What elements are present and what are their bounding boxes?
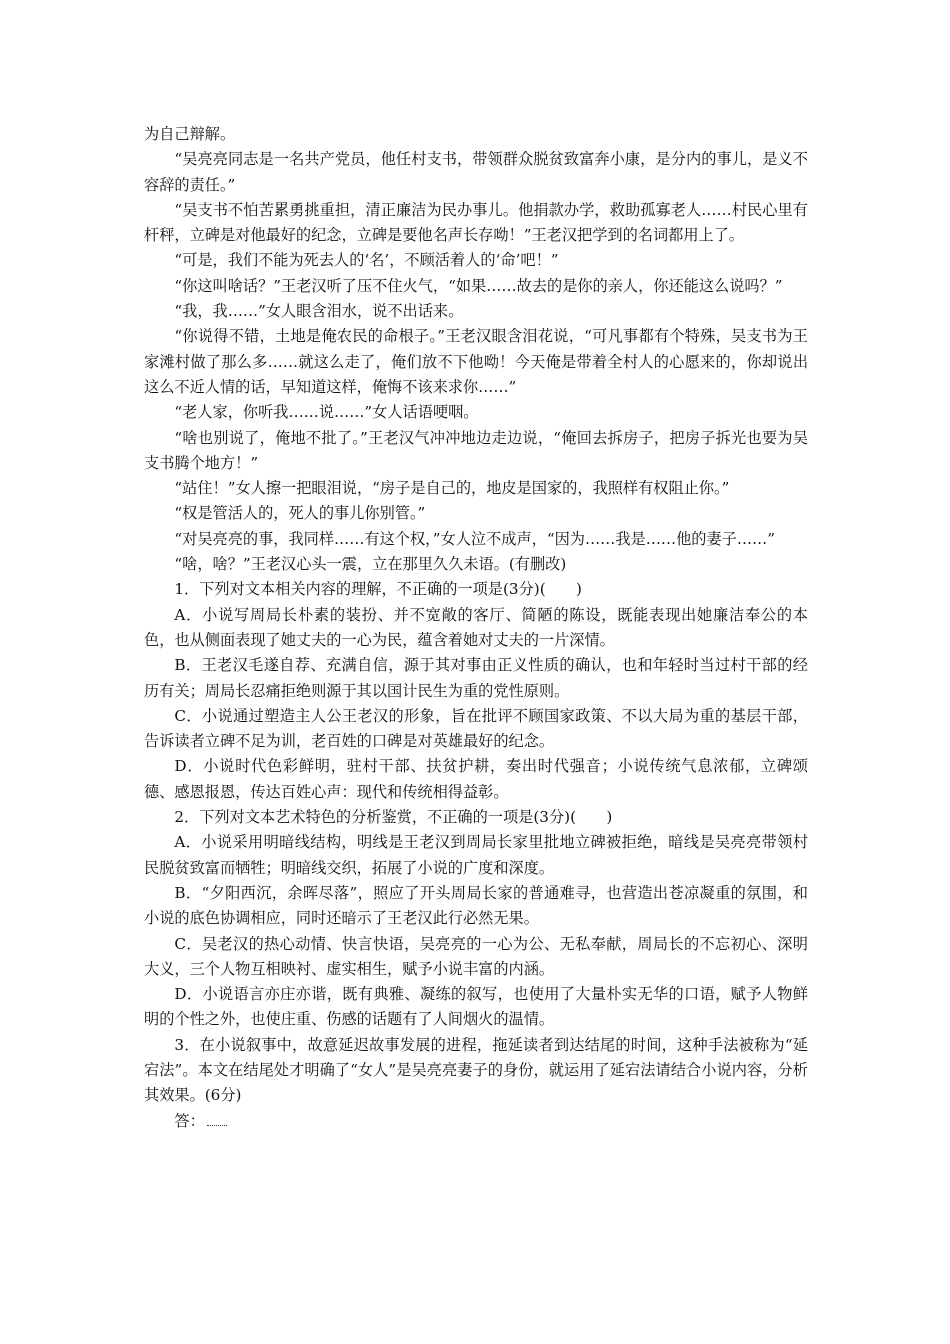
story-paragraph: “站住！”女人擦一把眼泪说，“房子是自己的，地皮是国家的，我照样有权阻止你。” [174,479,730,498]
story-paragraph: “对吴亮亮的事，我同样……有这个权，”女人泣不成声，“因为……我是……他的妻子……” [174,529,775,548]
question-1-option-c: C．小说通过塑造主人公王老汉的形象，旨在批评不顾国家政策、不以大局为重的基层干部，告诉读者立碑不足为训，老百姓的口碑是对英雄最好的纪念。 [144,706,808,751]
story-paragraph: “老人家，你听我……说……”女人话语哽咽。 [174,403,479,422]
question-3-answer [144,1109,808,1134]
question-2-option-d: D．小说语言亦庄亦谐，既有典雅、凝练的叙写，也使用了大量朴实无华的口语，赋予人物鲜明的个性之外，也使庄重、伤感的话题有了人间烟火的温情。 [144,985,808,1029]
story-paragraph: “啥，啥？”王老汉心头一震，立在那里久久未语。(有删改) [174,555,567,574]
question-2-option-c: C．吴老汉的热心动情、快言快语，吴亮亮的一心为公、无私奉献，周局长的不忘初心、深明大义，三个人物互相映衬、虚实相生，赋予小说丰富的内涵。 [144,934,808,978]
story-paragraph: “啥也别说了，俺地不批了。”王老汉气冲冲地边走边说，“俺回去拆房子，把房子拆光也要为吴支书腾个地方！” [144,428,808,472]
story-paragraph: “我，我……”女人眼含泪水，说不出话来。 [174,302,464,321]
question-2-stem: 2．下列对文本艺术特色的分析鉴赏，不正确的一项是(3分)( ) [174,808,613,827]
story-paragraph: 为自己辩解。 [144,125,236,143]
story-paragraph: “你这叫啥话？”王老汉听了压不住火气，“如果……故去的是你的亲人，你还能这么说吗？” [174,276,783,295]
story-paragraph: “吴支书不怕苦累勇挑重担，清正廉洁为民办事儿。他捐款办学，救助孤寡老人……村民心里有杆秤，立碑是对他最好的纪念，立碑是要他名声长存呦！”王老汉把学到的名词都用上了。 [144,200,808,245]
question-3-stem: 3．在小说叙事中，故意延迟故事发展的进程，拖延读者到达结尾的时间，这种手法被称为“延宕法”。本文在结尾处才明确了“女人”是吴亮亮妻子的身份，就运用了延宕法请结合小说内容，分析其效果。(6分) [144,1035,808,1105]
question-1-option-b: B．王老汉毛遂自荐、充满自信，源于其对事由正义性质的确认，也和年轻时当过村干部的经历有关；周局长忍痛拒绝则源于其以国计民生为重的党性原则。 [144,656,808,700]
question-1-option-d: D．小说时代色彩鲜明，驻村干部、扶贫护耕，奏出时代强音；小说传统气息浓郁，立碑颂德、感恩报恩，传达百姓心声：现代和传统相得益彰。 [144,757,808,801]
story-paragraph: “可是，我们不能为死去人的‘名’，不顾活着人的‘命’吧！” [174,251,559,270]
answer-blank[interactable] [207,1125,227,1126]
question-1-option-a: A．小说写周局长朴素的装扮、并不宽敞的客厅、简陋的陈设，既能表现出她廉洁奉公的本色，也从侧面表现了她丈夫的一心为民，蕴含着她对丈夫的一片深情。 [144,605,808,649]
story-paragraph: “权是管活人的，死人的事儿你别管。” [174,504,426,523]
question-1-stem: 1．下列对文本相关内容的理解，不正确的一项是(3分)( ) [174,580,582,599]
story-paragraph: “你说得不错，土地是俺农民的命根子。”王老汉眼含泪花说，“可凡事都有个特殊，吴支书为王家滩村做了那么多……就这么走了，俺们放不下他呦！今天俺是带着全村人的心愿来的，你却说出这么不近人情的话，早知道这样，俺悔不该来求你……” [144,327,808,396]
question-2-option-b: B．“夕阳西沉，余晖尽落”，照应了开头周局长家的普通难寻，也营造出苍凉凝重的氛围，和小说的底色协调相应，同时还暗示了王老汉此行必然无果。 [144,883,808,928]
answer-label: 答： [174,1111,205,1130]
document-page [144,122,808,1134]
question-2-option-a: A．小说采用明暗线结构，明线是王老汉到周局长家里批地立碑被拒绝，暗线是吴亮亮带领村民脱贫致富而牺牲；明暗线交织，拓展了小说的广度和深度。 [144,833,808,877]
story-paragraph: “吴亮亮同志是一名共产党员，他任村支书，带领群众脱贫致富奔小康，是分内的事儿，是义不容辞的责任。” [144,150,808,194]
